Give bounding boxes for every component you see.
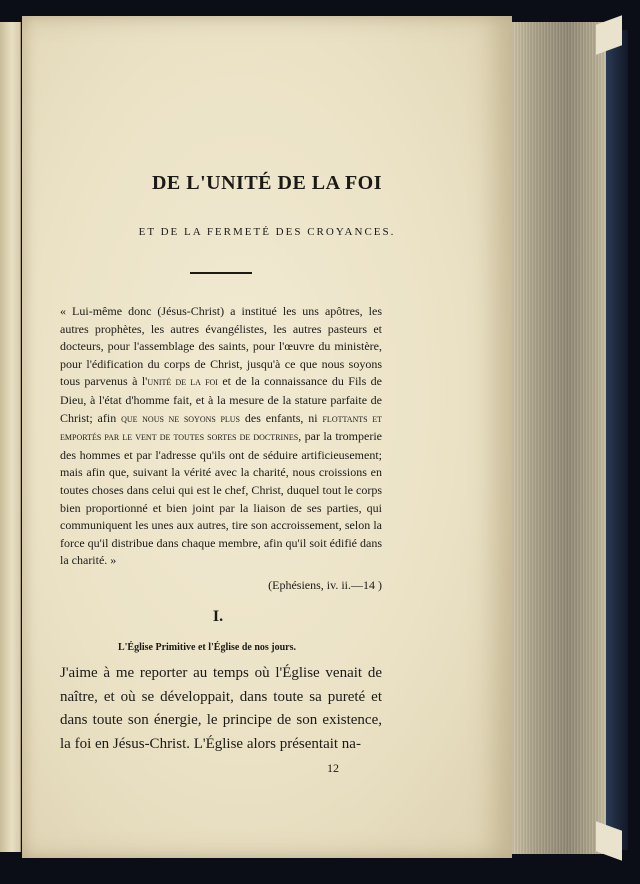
page-number: 12 <box>327 761 339 775</box>
quote-smallcaps-2: que nous ne soyons plus <box>121 412 241 425</box>
book-cover <box>606 30 628 850</box>
quote-text-mid-2: des enfants, ni <box>240 410 323 425</box>
chapter-subtitle: ET DE LA FERMETÉ DES CROYANCES. <box>138 226 396 238</box>
chapter-title: DE L'UNITÉ DE LA FOI <box>151 172 383 194</box>
quote-text-open: « Lui-même donc (Jésus-Christ) a institué les uns apôtres, les autres prophètes, les autres évangélistes, les autres pasteurs et docteurs, pour l'assemblage des saints, pour l'œuvre du ministère, pour l'édification du corps de Christ, jusqu'à ce que nous soyons tous parvenus à l' <box>60 304 382 389</box>
quote-text-close: , par la tromperie des hommes et par l'adresse qu'ils ont de séduire artificieusement; mais afin que, suivant la vérité avec la charité, nous croissions en toutes choses dans celui qui est le chef, Christ, duquel tout le corps bien proportionné et bien joint par la liaison de ses parties, qui communiquent les unes aux autres, tire son accroissement, selon la force qu'il distribue dans chaque membre, afin qu'il soit édifié dans la charité. » <box>60 429 382 568</box>
section-title: L'Église Primitive et l'Église de nos jours. <box>117 642 297 653</box>
body-paragraph: J'aime à me reporter au temps où l'Église venait de naître, et où se développait, dans toute sa pureté et dans toute son énergie, le principe de son existence, la foi en Jésus-Christ. L'Église alors présentait na- <box>60 665 382 752</box>
scripture-reference: (Ephésiens, iv. ii.—14 ) <box>268 578 382 592</box>
quote-text-mid-1: et de la connaissance du Fils de Dieu, à l'état d'homme fait, et à la mesure de la stature parfaite de Christ; afin <box>60 374 382 425</box>
left-page-edge <box>0 22 21 852</box>
page-content <box>22 16 512 858</box>
page <box>22 16 512 858</box>
quote-smallcaps-3: flottants et emportés par le vent de toutes sortes de doctrines <box>60 412 383 444</box>
page-block-fore-edge <box>500 22 612 854</box>
section-number: I. <box>212 608 224 625</box>
title-rule <box>190 272 252 274</box>
quote-smallcaps-1: unité de la foi <box>147 376 218 389</box>
epigraph-quote <box>60 303 382 570</box>
